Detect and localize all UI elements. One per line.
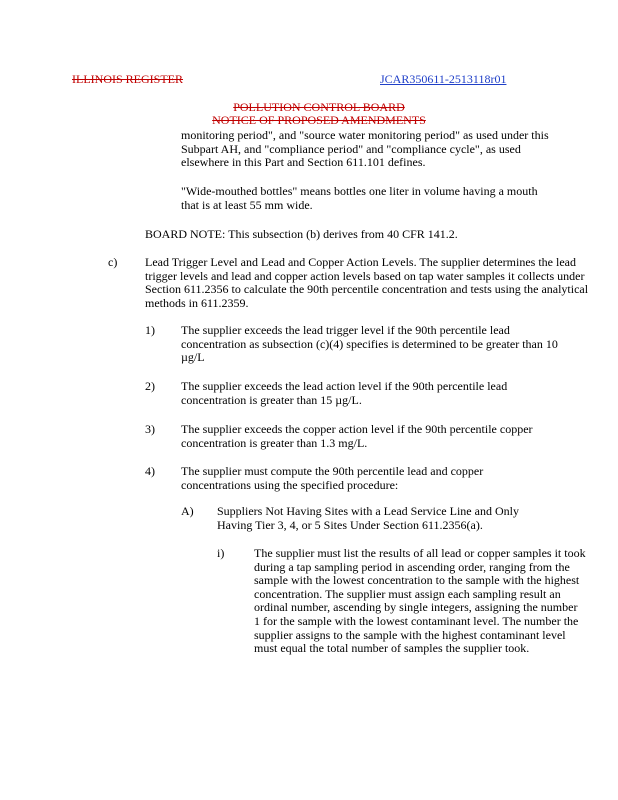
- item-1-marker: 1): [145, 323, 155, 337]
- item-i-marker: i): [217, 546, 225, 560]
- register-header: ILLINOIS REGISTER: [72, 72, 183, 86]
- definition-continuation: monitoring period", and "source water monitoring period" as used under this Subpart AH, and "compliance period" and "compliance cycle", as used elsewhere in this Part and Section 611.101 defines.: [181, 128, 549, 170]
- agency-heading: POLLUTION CONTROL BOARD: [233, 100, 405, 114]
- definition-wide-mouthed-bottles: "Wide-mouthed bottles" means bottles one liter in volume having a mouth that is at least 55 mm wide.: [181, 184, 538, 212]
- item-i-text: The supplier must list the results of all lead or copper samples it took during a tap sampling period in ascending order, ranging from the sample with the lowest concentration to the sample with the highest concentration. The supplier must assign each sampling result an ordinal number, ascending by single integers, assigning the number 1 for the sample with the lowest contaminant level. The number the supplier assigns to the sample with the highest contaminant level must equal the total number of samples the supplier took.: [254, 546, 586, 656]
- item-3-marker: 3): [145, 422, 155, 436]
- item-a-text: Suppliers Not Having Sites with a Lead Service Line and Only Having Tier 3, 4, or 5 Sites Under Section 611.2356(a).: [217, 504, 519, 532]
- item-a-marker: A): [181, 504, 194, 518]
- notice-heading: NOTICE OF PROPOSED AMENDMENTS: [212, 113, 426, 127]
- subsection-c-marker: c): [108, 255, 118, 269]
- item-4-text: The supplier must compute the 90th percentile lead and copper concentrations using the specified procedure:: [181, 464, 484, 492]
- item-2-marker: 2): [145, 379, 155, 393]
- item-1-text: The supplier exceeds the lead trigger level if the 90th percentile lead concentration as subsection (c)(4) specifies is determined to be greater than 10 µg/L: [181, 323, 558, 365]
- jcar-identifier: JCAR350611-2513118r01: [380, 72, 507, 86]
- subsection-c-text: Lead Trigger Level and Lead and Copper Action Levels. The supplier determines the lead trigger levels and lead and copper action levels based on tap water samples it collects under Section 611.2356 to calculate the 90th percentile concentration and tests using the analytical methods in 611.2359.: [145, 255, 589, 310]
- item-2-text: The supplier exceeds the lead action level if the 90th percentile lead concentration is greater than 15 µg/L.: [181, 379, 508, 407]
- item-3-text: The supplier exceeds the copper action level if the 90th percentile copper concentration is greater than 1.3 mg/L.: [181, 422, 533, 450]
- item-4-marker: 4): [145, 464, 155, 478]
- board-note: BOARD NOTE: This subsection (b) derives from 40 CFR 141.2.: [145, 227, 458, 241]
